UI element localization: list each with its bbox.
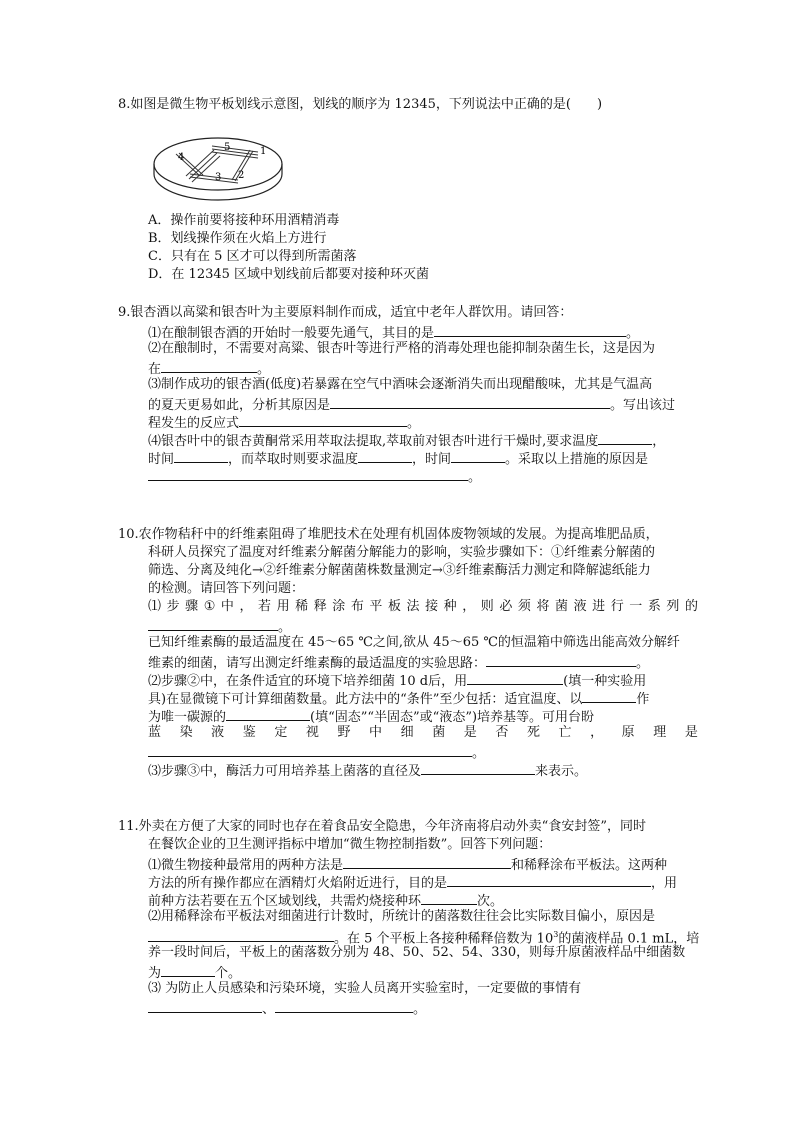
q11-part1-line2: 方法的所有操作都应在酒精灯火焰附近进行，目的是 ，用	[148, 872, 677, 893]
q10-part2-line5: 。	[148, 742, 485, 763]
figure-label-2: 2	[238, 170, 245, 181]
q10-line2: 科研人员探究了温度对纤维素分解菌分解能力的影响，实验步骤如下：①纤维素分解菌的	[148, 545, 656, 560]
figure-label-1: 1	[260, 146, 267, 157]
q9-stem: 9.银杏酒以高粱和银杏叶为主要原料制作而成，适宜中老年人群饮用。请回答：	[118, 305, 573, 320]
q10-part2-line1: ⑵步骤②中，在条件适宜的环境下培养细菌 10 d后，用 (填一种实验用	[148, 670, 646, 691]
figure-label-5: 5	[224, 142, 231, 153]
q11-line2: 在餐饮企业的卫生测评指标中增加“微生物控制指数”。回答下列问题：	[148, 837, 552, 852]
q9-part4-line2: 时间 ，而萃取时则要求温度 ，时间 。采取以上措施的原因是	[148, 448, 648, 469]
q11-part2-line1: ⑵用稀释涂布平板法对细菌进行计数时，所统计的菌落数往往会比实际数目偏小，原因是	[148, 909, 656, 924]
q10-line4: 的检测。请回答下列问题：	[148, 581, 305, 596]
q9-part4-line1: ⑷银杏叶中的银杏黄酮常采用萃取法提取,萃取前对银杏叶进行干燥时,要求温度 ，	[148, 430, 665, 451]
q11-part2-line4: 为 个。	[148, 962, 241, 983]
figure-label-3: 3	[215, 172, 222, 183]
q11-part2-line3: 养一段时间后，平板上的菌落数分别为 48、50、52、54、330，则每升原菌液样品中细菌数	[148, 945, 686, 960]
q9-part2-line1: ⑵在酿制时，不需要对高粱、银杏叶等进行严格的消毒处理也能抑制杂菌生长，这是因为	[148, 341, 656, 356]
q8-option-a: A．操作前要将接种环用酒精消毒	[148, 213, 340, 228]
q8-option-b: B．划线操作须在火焰上方进行	[148, 231, 327, 246]
streak-plate-figure	[152, 124, 288, 206]
q9-part3-line3: 程发生的反应式 。	[148, 412, 420, 433]
q9-part3-line2: 的夏天更易如此，分析其原因是 。写出该过	[148, 394, 675, 415]
q9-part2-line2: 在 。	[148, 358, 270, 379]
q10-part1-line4: 维素的细菌，请写出测定纤维素酶的最适温度的实验思路： 。	[148, 652, 649, 673]
q10-part1-line3: 已知纤维素酶的最适温度在 45～65 ℃之间,欲从 45～65 ℃的恒温箱中筛选出能高效分解纤	[148, 635, 680, 650]
q11-part1-line1: ⑴微生物接种最常用的两种方法是 和稀释涂布平板法。这两种	[148, 854, 667, 875]
q9-part3-line1: ⑶制作成功的银杏酒(低度)若暴露在空气中酒味会逐渐消失而出现醋酸味，尤其是气温高	[148, 377, 653, 392]
q10-part3: ⑶步骤③中，酶活力可用培养基上菌落的直径及 来表示。	[148, 760, 587, 781]
q8-stem: 8.如图是微生物平板划线示意图，划线的顺序为 12345，下列说法中正确的是( )	[118, 97, 603, 112]
q8-option-d: D．在 12345 区域中划线前后都要对接种环灭菌	[148, 267, 430, 282]
q11-part3-line2: 、 。	[148, 998, 426, 1019]
q10-part2-line3: 为唯一碳源的 (填“固态”“半固态”或“液态”)培养基等。可用台盼	[148, 706, 594, 727]
q8-option-c: C．只有在 5 区才可以得到所需菌落	[148, 249, 357, 264]
q10-part1-line1: ⑴ 步 骤 ① 中 ， 若 用 稀 释 涂 布 平 板 法 接 种 ， 则 必 须 将 菌 液 进 行 一 系 列 的	[148, 599, 698, 614]
q9-part1: ⑴在酿制银杏酒的开始时一般要先通气，其目的是 。	[148, 322, 639, 343]
q11-part1-line3: 前种方法若要在五个区域划线，共需灼烧接种环 次。	[148, 890, 503, 911]
q10-part2-line4: 蓝 染 液 鉴 定 视 野 中 细 菌 是 否 死 亡 ， 原 理 是	[148, 725, 698, 740]
q9-part4-line3: 。	[148, 466, 481, 487]
q11-part3-line1: ⑶ 为防止人员感染和污染环境，实验人员离开实验室时，一定要做的事情有	[148, 981, 582, 996]
q10-part2-line2: 具)在显微镜下可计算细菌数量。此方法中的“条件”至少包括：适宜温度、以 作	[148, 688, 649, 709]
q11-line1: 11.外卖在方便了大家的同时也存在着食品安全隐患，今年济南将启动外卖“食安封签”，同时	[118, 819, 646, 834]
q11-part2-line2: 。在 5 个平板上各接种稀释倍数为 $10^3$的菌液样品 0.1 mL，培	[148, 926, 699, 948]
q10-part1-line2: 。	[148, 616, 291, 637]
figure-label-4: 4	[178, 152, 185, 163]
q10-line3: 筛选、分离及纯化→②纤维素分解菌菌株数量测定→③纤维素酶活力测定和降解滤纸能力	[148, 563, 651, 578]
q10-line1: 10.农作物秸秆中的纤维素阻碍了堆肥技术在处理有机固体废物领域的发展。为提高堆肥品质，	[118, 527, 659, 542]
